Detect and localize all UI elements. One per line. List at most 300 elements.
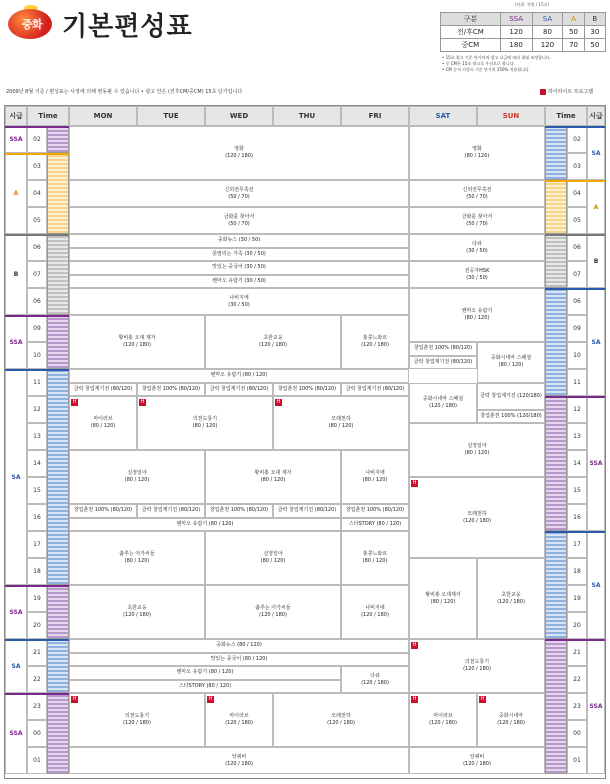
program-slot[interactable]: [409, 383, 477, 424]
grade-label-right: [587, 288, 605, 396]
program-rate: (120 / 180): [497, 598, 525, 605]
rate-header-b: B: [584, 13, 605, 26]
program-slot[interactable]: [409, 126, 545, 180]
hour-text: 09: [573, 325, 581, 332]
rate-value: 80: [532, 26, 563, 39]
hour-label-left: [27, 639, 47, 666]
program-title: 홍콩느와르: [362, 335, 388, 341]
program-title: 황비홍 오대 제자: [118, 335, 156, 341]
hour-label-right: [567, 369, 587, 396]
rate-value: 70: [563, 39, 584, 52]
hour-label-right: [567, 126, 587, 153]
hour-text: 06: [573, 298, 581, 305]
program-title: 못말리는 가족 (30 / 50): [212, 250, 266, 257]
rate-value: 50: [563, 26, 584, 39]
program-rate: (80 / 120): [328, 423, 354, 429]
program-slot[interactable]: [273, 396, 409, 450]
grade-label-right: [587, 396, 605, 531]
program-rate: (120 / 180): [463, 666, 491, 672]
program-slot[interactable]: [137, 396, 273, 450]
grade-text: SA: [591, 338, 601, 346]
program-rate: (50 / 70): [466, 220, 488, 227]
program-title: 쎈마오 유람기 (30 / 50): [212, 277, 266, 284]
hour-label-left: [27, 423, 47, 450]
program-slot[interactable]: [409, 747, 545, 774]
program-title: 창업춘천 100% (80/120): [141, 385, 201, 392]
grade-label-left: [5, 234, 27, 315]
column-header-label: SAT: [435, 111, 451, 120]
program-slot[interactable]: [69, 639, 409, 653]
grade-strip-left: [47, 126, 69, 153]
program-slot[interactable]: [477, 410, 545, 424]
hour-text: 02: [573, 136, 581, 143]
rate-row: [441, 26, 606, 39]
program-slot[interactable]: [409, 558, 477, 639]
program-slot[interactable]: [69, 275, 409, 289]
program-slot[interactable]: [341, 504, 409, 518]
schedule-caption: 2009년 8월 기준 / 편성표는 사정에 의해 변동될 수 있습니다 • 광고 안은 (전후CM/중CM) 15초 단가입니다: [6, 89, 243, 95]
grade-strip-left: [47, 693, 69, 774]
program-slot[interactable]: [273, 383, 341, 397]
hour-text: 10: [573, 352, 581, 359]
program-slot[interactable]: [477, 383, 545, 410]
grade-text: SSA: [589, 703, 603, 710]
program-rate: (120 / 180): [327, 720, 355, 726]
hour-label-right: [567, 315, 587, 342]
program-slot[interactable]: [205, 585, 341, 639]
grade-text: A: [593, 203, 599, 211]
program-title: 마이러브: [93, 416, 113, 422]
program-slot[interactable]: [69, 180, 409, 207]
hour-text: 11: [33, 379, 41, 386]
program-rate: (120 / 180): [361, 679, 389, 686]
program-rate: (80 / 120): [464, 153, 490, 159]
hour-text: 00: [33, 730, 41, 737]
program-title: 앙쿼비: [231, 753, 247, 760]
program-title: 쎈마오 유람기: [461, 308, 493, 314]
hour-text: 04: [573, 190, 581, 197]
highlight-marker-icon: [540, 89, 546, 95]
program-slot[interactable]: [341, 450, 409, 504]
rate-note: • 중 CM은 15초 광고로 우선으로 합니다.: [442, 61, 515, 66]
rate-header-a: A: [563, 13, 584, 26]
column-header-sun: [477, 106, 545, 126]
program-rate: (30 / 50): [466, 274, 488, 281]
column-header-label: FRI: [368, 111, 382, 120]
program-slot[interactable]: [409, 423, 545, 477]
grade-strip-right: [545, 639, 567, 774]
program-slot[interactable]: [409, 234, 545, 261]
hour-label-right: [567, 261, 587, 288]
highlight-legend-label: 하이라이트 프로그램: [548, 89, 594, 95]
hour-label-left: [27, 747, 47, 774]
program-slot[interactable]: [69, 126, 409, 180]
page-title: 기본편성표: [62, 12, 193, 42]
program-title: 중화시네마 스페셜: [422, 395, 464, 402]
program-slot[interactable]: [409, 180, 545, 207]
hour-text: 19: [33, 595, 41, 602]
program-title: 스타STORY (80 / 120): [178, 682, 232, 689]
program-title: 중화뉴스 (80 / 120): [216, 642, 262, 649]
program-slot[interactable]: [341, 531, 409, 585]
program-rate: (120 / 180): [361, 342, 389, 348]
hour-label-right: [567, 450, 587, 477]
program-title: 신외전무혹전: [462, 186, 492, 193]
program-title: 마이러브: [229, 713, 249, 719]
hour-label-right: [567, 477, 587, 504]
program-slot[interactable]: [69, 248, 409, 262]
grade-text: B: [593, 257, 599, 265]
hour-text: 15: [573, 487, 581, 494]
hour-text: 11: [573, 379, 581, 386]
highlight-marker-icon: H: [208, 696, 213, 702]
highlight-marker-icon: H: [72, 696, 77, 702]
program-slot[interactable]: [69, 396, 137, 450]
highlight-marker-icon: H: [276, 399, 281, 405]
hour-text: 06: [573, 244, 581, 251]
program-slot[interactable]: [69, 450, 205, 504]
program-slot[interactable]: [409, 342, 477, 356]
program-title: 창업춘천 100% (80/120): [209, 507, 269, 514]
program-rate: (120 / 180): [123, 612, 151, 618]
program-slot[interactable]: [341, 383, 409, 397]
program-slot[interactable]: [341, 518, 409, 532]
hour-label-right: [567, 585, 587, 612]
program-rate: (80 / 120): [124, 558, 150, 564]
program-title: 중화시네마: [498, 713, 524, 719]
highlight-marker-icon: H: [412, 480, 417, 486]
program-title: 춤추는 아가씨들: [255, 605, 291, 611]
program-title: 클락 창업계기전 (80/120): [73, 385, 133, 392]
hour-text: 19: [573, 595, 581, 602]
program-slot[interactable]: [137, 504, 205, 518]
column-header-sat: [409, 106, 477, 126]
grade-text: SA: [591, 581, 601, 589]
program-rate: (80 / 120): [90, 423, 116, 429]
rate-value: 120: [532, 39, 563, 52]
hour-text: 03: [573, 163, 581, 170]
hour-label-right: [567, 234, 587, 261]
hour-text: 03: [33, 163, 41, 170]
column-header-thu: [273, 106, 341, 126]
program-slot[interactable]: [341, 585, 409, 639]
program-title: 전공자HSK: [464, 267, 490, 274]
program-title: 의천도룡기: [124, 713, 150, 719]
rate-notes: [442, 55, 551, 73]
hour-text: 18: [573, 568, 581, 575]
hour-label-left: [27, 693, 47, 720]
program-slot[interactable]: [205, 383, 273, 397]
program-rate: (80 / 120): [124, 477, 150, 483]
hour-text: 10: [33, 352, 41, 359]
hour-label-left: [27, 288, 47, 315]
program-slot[interactable]: [409, 288, 545, 342]
hour-label-left: [27, 504, 47, 531]
program-title: 쎈마오 유람기 (80 / 120): [176, 669, 234, 676]
hour-text: 16: [33, 514, 41, 521]
rate-header-ssa: SSA: [500, 13, 532, 26]
hour-text: 05: [573, 217, 581, 224]
program-title: 맛있는 중국어 (80 / 120): [210, 655, 268, 662]
program-slot[interactable]: [477, 558, 545, 639]
grade-text: SA: [11, 662, 21, 670]
rate-row-label: 전/후CM: [441, 26, 501, 39]
hour-label-left: [27, 315, 47, 342]
program-slot[interactable]: [409, 356, 477, 370]
grade-strip-left: [47, 315, 69, 369]
hour-text: 22: [573, 676, 581, 683]
grade-label-right: [587, 126, 605, 180]
rate-row: [441, 39, 606, 52]
grade-text: SSA: [9, 338, 23, 346]
column-header-fri: [341, 106, 409, 126]
program-rate: (120 / 180): [429, 720, 457, 726]
program-title: 다큐: [472, 240, 482, 247]
hour-text: 16: [573, 514, 581, 521]
program-title: 황비홍 오대제자: [425, 591, 461, 598]
program-title: 나비지애: [365, 605, 385, 611]
program-title: 쎈마오 유람기 (80 / 120): [176, 520, 234, 527]
grade-text: SA: [591, 149, 601, 157]
program-slot[interactable]: [341, 666, 409, 693]
program-slot[interactable]: [205, 693, 273, 747]
program-title: 클락 창업계기전 (120/180): [480, 392, 542, 399]
grade-strip-right: [545, 531, 567, 639]
program-title: 홍콩느와르: [362, 551, 388, 557]
hour-label-right: [567, 207, 587, 234]
program-title: 신외전무혹전: [224, 186, 254, 193]
column-header-label: MON: [93, 111, 113, 120]
program-rate: (120 / 180): [361, 612, 389, 618]
program-rate: (80 / 120): [260, 477, 286, 483]
program-slot[interactable]: [409, 639, 545, 693]
program-rate: (120 / 180): [225, 760, 253, 767]
grade-label-left: [5, 585, 27, 639]
program-rate: (80 / 120): [498, 362, 524, 369]
hour-text: 04: [33, 190, 41, 197]
channel-logo: [6, 6, 58, 44]
hour-text: 12: [573, 406, 581, 413]
program-title: 마이러브: [433, 713, 453, 719]
hour-text: 01: [573, 757, 581, 764]
hour-text: 12: [33, 406, 41, 413]
grade-text: SA: [11, 473, 21, 481]
grade-label-left: [5, 369, 27, 585]
program-rate: (80 / 120): [362, 558, 388, 564]
hour-label-right: [567, 720, 587, 747]
hour-label-right: [567, 396, 587, 423]
highlight-marker-icon: H: [412, 696, 417, 702]
program-title: 초한교웅: [501, 591, 521, 598]
rate-table: [440, 12, 606, 52]
program-slot[interactable]: [409, 477, 545, 558]
program-title: 금화를 찾아서: [461, 213, 493, 220]
hour-label-left: [27, 612, 47, 639]
hour-label-right: [567, 504, 587, 531]
hour-text: 22: [33, 676, 41, 683]
program-title: 영화: [234, 146, 244, 152]
program-rate: (80 / 120): [260, 558, 286, 564]
program-slot[interactable]: [69, 653, 409, 667]
hour-label-left: [27, 531, 47, 558]
grade-strip-right: [545, 126, 567, 180]
program-title: 창업춘천 100% (80/120): [277, 385, 337, 392]
grade-strip-right: [545, 396, 567, 531]
program-title: 실정일야: [467, 443, 487, 449]
grade-label-right: [587, 234, 605, 288]
grade-strip-left: [47, 585, 69, 639]
grade-strip-right: [545, 288, 567, 396]
program-slot[interactable]: [69, 234, 409, 248]
hour-label-left: [27, 261, 47, 288]
hour-label-right: [567, 153, 587, 180]
program-title: 황비홍 오대 제자: [254, 470, 292, 476]
program-slot[interactable]: [69, 666, 341, 680]
program-title: 클락 창업계기전 (80/120): [141, 507, 201, 514]
column-header-label: 시급: [9, 111, 23, 120]
column-header-label: TUE: [163, 111, 179, 120]
hour-text: 14: [573, 460, 581, 467]
program-slot[interactable]: [137, 383, 205, 397]
hour-label-left: [27, 234, 47, 261]
highlight-legend: [540, 88, 593, 95]
highlight-marker-icon: H: [412, 642, 417, 648]
highlight-marker-icon: H: [480, 696, 485, 702]
rate-row-label: 중CM: [441, 39, 501, 52]
hour-label-left: [27, 207, 47, 234]
rate-header-label: 구분: [441, 13, 501, 26]
program-title: 클락 창업계기전 (80/120): [345, 385, 405, 392]
rate-value: 30: [584, 26, 605, 39]
hour-label-right: [567, 693, 587, 720]
program-slot[interactable]: [69, 288, 409, 315]
program-slot[interactable]: [69, 747, 409, 774]
program-slot[interactable]: [341, 315, 409, 369]
program-title: 다큐: [370, 672, 380, 679]
program-rate: (120 / 180): [429, 402, 457, 409]
grade-text: B: [13, 271, 19, 278]
hour-text: 06: [33, 298, 41, 305]
program-rate: (120 / 180): [463, 760, 491, 767]
program-title: 창업춘천 100% (80/120): [345, 507, 405, 514]
program-slot[interactable]: [69, 207, 409, 234]
grade-text: SSA: [589, 460, 603, 467]
program-slot[interactable]: [205, 531, 341, 585]
hour-text: 00: [573, 730, 581, 737]
grade-label-right: [587, 639, 605, 774]
program-slot[interactable]: [69, 369, 409, 383]
program-slot[interactable]: [69, 315, 205, 369]
program-slot[interactable]: [409, 261, 545, 288]
program-slot[interactable]: [69, 585, 205, 639]
program-slot[interactable]: [69, 518, 341, 532]
program-slot[interactable]: [273, 693, 409, 747]
hour-label-left: [27, 666, 47, 693]
hour-label-left: [27, 126, 47, 153]
program-slot[interactable]: [477, 693, 545, 747]
hour-label-left: [27, 369, 47, 396]
program-title: 금화를 찾아서: [223, 213, 255, 220]
program-title: 실정일야: [127, 470, 147, 476]
program-rate: (120 / 180): [123, 720, 151, 726]
program-rate: (80 / 120): [430, 598, 456, 605]
grade-text: A: [13, 190, 19, 197]
hour-label-right: [567, 666, 587, 693]
hour-label-right: [567, 531, 587, 558]
grade-label-right: [587, 180, 605, 234]
unit-note: (단위: 천원 / 15초): [515, 2, 550, 7]
program-rate: (80 / 120): [192, 423, 218, 429]
column-header-label: WED: [229, 111, 249, 120]
column-header-time: [27, 106, 69, 126]
hour-label-right: [567, 288, 587, 315]
hour-label-left: [27, 153, 47, 180]
program-slot[interactable]: [205, 315, 341, 369]
program-slot[interactable]: [69, 693, 205, 747]
grade-label-left: [5, 126, 27, 153]
grade-label-left: [5, 315, 27, 369]
column-header-label: Time: [38, 111, 58, 120]
hour-label-right: [567, 612, 587, 639]
grade-text: SSA: [9, 608, 23, 616]
program-title: 초한교웅: [127, 605, 147, 611]
program-rate: (50 / 70): [228, 220, 250, 227]
program-slot[interactable]: [409, 693, 477, 747]
program-title: 모래천하: [467, 510, 487, 517]
program-title: 앙쿼비: [469, 753, 485, 760]
logo-text: 중화: [21, 18, 43, 31]
program-rate: (50 / 70): [466, 193, 488, 200]
program-slot[interactable]: [477, 342, 545, 383]
hour-label-left: [27, 180, 47, 207]
program-slot[interactable]: [69, 531, 205, 585]
program-rate: (30 / 50): [466, 247, 488, 254]
program-slot[interactable]: [273, 504, 341, 518]
program-slot[interactable]: [69, 261, 409, 275]
hour-text: 14: [33, 460, 41, 467]
highlight-marker-icon: H: [72, 399, 77, 405]
program-title: 의천도룡기: [464, 659, 490, 665]
program-rate: (120 / 180): [123, 342, 151, 348]
program-rate: (120 / 180): [225, 720, 253, 726]
program-rate: (120 / 180): [463, 517, 491, 524]
program-slot[interactable]: [409, 207, 545, 234]
grade-label-left: [5, 639, 27, 693]
highlight-marker-icon: H: [140, 399, 145, 405]
program-slot[interactable]: [205, 504, 273, 518]
program-title: 초한교웅: [263, 335, 283, 341]
rate-value: 120: [500, 26, 532, 39]
hour-label-left: [27, 720, 47, 747]
grade-text: SSA: [9, 730, 23, 737]
hour-text: 23: [573, 703, 581, 710]
rate-value: 50: [584, 39, 605, 52]
column-header-label: THU: [298, 111, 316, 120]
column-header-label: Time: [556, 111, 576, 120]
program-title: 영화: [472, 146, 482, 152]
program-slot[interactable]: [205, 450, 341, 504]
hour-text: 21: [33, 649, 41, 656]
hour-text: 20: [33, 622, 41, 629]
program-title: 춤추는 아가씨들: [119, 551, 155, 557]
hour-text: 20: [573, 622, 581, 629]
grade-label-left: [5, 153, 27, 234]
program-slot[interactable]: [69, 383, 137, 397]
program-slot[interactable]: [69, 680, 341, 694]
program-title: 중화시네마 스페셜: [490, 355, 532, 362]
program-slot[interactable]: [69, 504, 137, 518]
program-title: 맛있는 중국어 (30 / 50): [212, 264, 266, 271]
